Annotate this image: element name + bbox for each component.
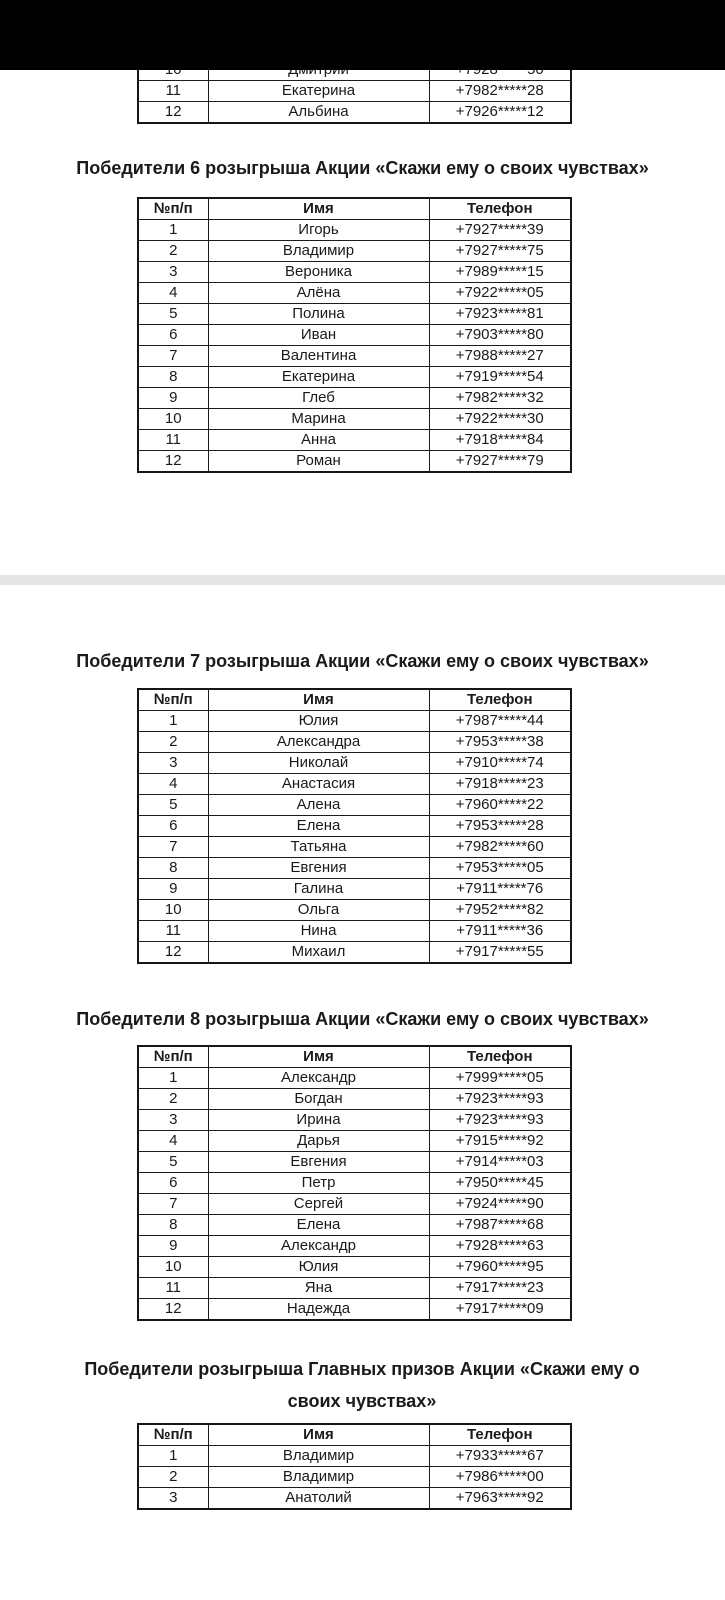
column-header: Имя xyxy=(208,198,429,220)
column-header: Телефон xyxy=(429,1424,571,1446)
phone-cell: +7914*****03 xyxy=(429,1152,571,1173)
drawing-8-winners-table xyxy=(137,1045,572,1321)
drawing-6-heading: Победители 6 розыгрыша Акции «Скажи ему о своих чувствах» xyxy=(76,158,649,178)
phone-cell: +7919*****54 xyxy=(429,367,571,388)
phone-cell: +7917*****09 xyxy=(429,1299,571,1321)
row-number-cell: 1 xyxy=(138,1446,208,1467)
name-cell: Игорь xyxy=(208,220,429,241)
name-cell: Владимир xyxy=(208,1467,429,1488)
table-row xyxy=(138,795,571,816)
phone-cell: +7927*****75 xyxy=(429,241,571,262)
name-cell: Юлия xyxy=(208,711,429,732)
column-header: №п/п xyxy=(138,1046,208,1068)
row-number-cell: 12 xyxy=(138,102,208,124)
column-header: №п/п xyxy=(138,689,208,711)
name-cell: Ирина xyxy=(208,1110,429,1131)
name-cell: Алёна xyxy=(208,283,429,304)
phone-cell: +7953*****28 xyxy=(429,816,571,837)
table-row xyxy=(138,262,571,283)
table-row xyxy=(138,102,571,124)
column-header: Телефон xyxy=(429,1046,571,1068)
name-cell: Александр xyxy=(208,1068,429,1089)
phone-cell: +7927*****39 xyxy=(429,220,571,241)
table-row xyxy=(138,1299,571,1321)
table-row xyxy=(138,1089,571,1110)
table-row xyxy=(138,816,571,837)
name-cell: Вероника xyxy=(208,262,429,283)
name-cell: Александр xyxy=(208,1236,429,1257)
table-row xyxy=(138,921,571,942)
table-row xyxy=(138,1152,571,1173)
table-row xyxy=(138,220,571,241)
phone-cell: +7918*****84 xyxy=(429,430,571,451)
table-row xyxy=(138,367,571,388)
drawing-6-winners-table xyxy=(137,197,572,473)
table-row xyxy=(138,1467,571,1488)
row-number-cell: 1 xyxy=(138,220,208,241)
table-row xyxy=(138,837,571,858)
column-header: Телефон xyxy=(429,198,571,220)
table-row xyxy=(138,1194,571,1215)
phone-cell: +7986*****00 xyxy=(429,1467,571,1488)
name-cell: Евгения xyxy=(208,1152,429,1173)
name-cell: Юлия xyxy=(208,1257,429,1278)
name-cell: Надежда xyxy=(208,1299,429,1321)
row-number-cell: 8 xyxy=(138,367,208,388)
name-cell: Николай xyxy=(208,753,429,774)
phone-cell: +7989*****15 xyxy=(429,262,571,283)
table-row xyxy=(138,430,571,451)
phone-cell: +7960*****95 xyxy=(429,1257,571,1278)
phone-cell: +7933*****67 xyxy=(429,1446,571,1467)
table-row xyxy=(138,942,571,964)
phone-cell: +7926*****12 xyxy=(429,102,571,124)
header-row xyxy=(138,1046,571,1068)
row-number-cell: 11 xyxy=(138,1278,208,1299)
row-number-cell: 9 xyxy=(138,1236,208,1257)
phone-cell: +7917*****55 xyxy=(429,942,571,964)
header-row xyxy=(138,1424,571,1446)
column-header: Имя xyxy=(208,689,429,711)
name-cell: Дарья xyxy=(208,1131,429,1152)
row-number-cell: 5 xyxy=(138,795,208,816)
name-cell: Галина xyxy=(208,879,429,900)
page-break-band xyxy=(0,575,725,585)
row-number-cell: 11 xyxy=(138,81,208,102)
name-cell: Богдан xyxy=(208,1089,429,1110)
phone-cell: +7918*****23 xyxy=(429,774,571,795)
drawing-7-heading: Победители 7 розыгрыша Акции «Скажи ему о своих чувствах» xyxy=(76,651,649,671)
phone-cell: +7928*****63 xyxy=(429,1236,571,1257)
row-number-cell: 12 xyxy=(138,451,208,473)
name-cell: Нина xyxy=(208,921,429,942)
name-cell: Татьяна xyxy=(208,837,429,858)
phone-cell: +7982*****32 xyxy=(429,388,571,409)
table-row xyxy=(138,858,571,879)
drawing-8-heading: Победители 8 розыгрыша Акции «Скажи ему о своих чувствах» xyxy=(76,1009,649,1029)
phone-cell: +7922*****30 xyxy=(429,409,571,430)
row-number-cell: 10 xyxy=(138,900,208,921)
table-row xyxy=(138,732,571,753)
name-cell: Елена xyxy=(208,1215,429,1236)
row-number-cell: 1 xyxy=(138,711,208,732)
drawing-7-winners-table xyxy=(137,688,572,964)
main-prizes-heading: Победители розыгрыша Главных призов Акции «Скажи ему о своих чувствах» xyxy=(84,1359,640,1411)
phone-cell: +7982*****28 xyxy=(429,81,571,102)
column-header: №п/п xyxy=(138,1424,208,1446)
phone-cell: +7924*****90 xyxy=(429,1194,571,1215)
name-cell: Владимир xyxy=(208,1446,429,1467)
name-cell: Иван xyxy=(208,325,429,346)
phone-cell: +7911*****36 xyxy=(429,921,571,942)
table-row xyxy=(138,711,571,732)
name-cell: Сергей xyxy=(208,1194,429,1215)
row-number-cell: 6 xyxy=(138,1173,208,1194)
header-row xyxy=(138,198,571,220)
name-cell: Альбина xyxy=(208,102,429,124)
row-number-cell: 8 xyxy=(138,1215,208,1236)
table-row xyxy=(138,1110,571,1131)
phone-cell: +7950*****45 xyxy=(429,1173,571,1194)
phone-cell: +7922*****05 xyxy=(429,283,571,304)
row-number-cell: 11 xyxy=(138,430,208,451)
name-cell: Алена xyxy=(208,795,429,816)
column-header: Имя xyxy=(208,1046,429,1068)
table-row xyxy=(138,1257,571,1278)
name-cell: Яна xyxy=(208,1278,429,1299)
name-cell: Марина xyxy=(208,409,429,430)
column-header: Имя xyxy=(208,1424,429,1446)
name-cell: Владимир xyxy=(208,241,429,262)
name-cell: Ольга xyxy=(208,900,429,921)
row-number-cell: 12 xyxy=(138,1299,208,1321)
row-number-cell: 9 xyxy=(138,388,208,409)
main-prizes-winners-table xyxy=(137,1423,572,1510)
table-row xyxy=(138,1131,571,1152)
name-cell: Анастасия xyxy=(208,774,429,795)
table-row xyxy=(138,1215,571,1236)
name-cell: Александра xyxy=(208,732,429,753)
phone-cell: +7952*****82 xyxy=(429,900,571,921)
header-row xyxy=(138,689,571,711)
table-row xyxy=(138,283,571,304)
table-row xyxy=(138,304,571,325)
name-cell: Анатолий xyxy=(208,1488,429,1510)
phone-cell: +7903*****80 xyxy=(429,325,571,346)
phone-cell: +7953*****38 xyxy=(429,732,571,753)
row-number-cell: 5 xyxy=(138,1152,208,1173)
row-number-cell: 2 xyxy=(138,1467,208,1488)
name-cell: Екатерина xyxy=(208,367,429,388)
table-row xyxy=(138,451,571,473)
row-number-cell: 8 xyxy=(138,858,208,879)
phone-cell: +7988*****27 xyxy=(429,346,571,367)
name-cell: Евгения xyxy=(208,858,429,879)
row-number-cell: 12 xyxy=(138,942,208,964)
row-number-cell: 4 xyxy=(138,774,208,795)
column-header: №п/п xyxy=(138,198,208,220)
table-row xyxy=(138,241,571,262)
phone-cell: +7960*****22 xyxy=(429,795,571,816)
table-row xyxy=(138,1446,571,1467)
table-row xyxy=(138,900,571,921)
table-row xyxy=(138,388,571,409)
phone-cell: +7915*****92 xyxy=(429,1131,571,1152)
name-cell: Петр xyxy=(208,1173,429,1194)
name-cell: Михаил xyxy=(208,942,429,964)
phone-cell: +7982*****60 xyxy=(429,837,571,858)
row-number-cell: 3 xyxy=(138,1110,208,1131)
row-number-cell: 7 xyxy=(138,1194,208,1215)
row-number-cell: 7 xyxy=(138,837,208,858)
row-number-cell: 3 xyxy=(138,1488,208,1510)
row-number-cell: 2 xyxy=(138,732,208,753)
row-number-cell: 3 xyxy=(138,753,208,774)
phone-cell: +7987*****44 xyxy=(429,711,571,732)
phone-cell: +7987*****68 xyxy=(429,1215,571,1236)
table-row xyxy=(138,1488,571,1510)
row-number-cell: 9 xyxy=(138,879,208,900)
row-number-cell: 5 xyxy=(138,304,208,325)
table-row xyxy=(138,879,571,900)
name-cell: Полина xyxy=(208,304,429,325)
table-row xyxy=(138,1068,571,1089)
row-number-cell: 10 xyxy=(138,409,208,430)
phone-cell: +7917*****23 xyxy=(429,1278,571,1299)
phone-cell: +7963*****92 xyxy=(429,1488,571,1510)
phone-cell: +7999*****05 xyxy=(429,1068,571,1089)
row-number-cell: 2 xyxy=(138,241,208,262)
phone-cell: +7927*****79 xyxy=(429,451,571,473)
row-number-cell: 4 xyxy=(138,1131,208,1152)
table-row xyxy=(138,1278,571,1299)
row-number-cell: 1 xyxy=(138,1068,208,1089)
row-number-cell: 3 xyxy=(138,262,208,283)
name-cell: Роман xyxy=(208,451,429,473)
phone-cell: +7953*****05 xyxy=(429,858,571,879)
table-row xyxy=(138,774,571,795)
phone-cell: +7923*****93 xyxy=(429,1089,571,1110)
row-number-cell: 2 xyxy=(138,1089,208,1110)
row-number-cell: 7 xyxy=(138,346,208,367)
table-row xyxy=(138,325,571,346)
name-cell: Анна xyxy=(208,430,429,451)
table-row xyxy=(138,1236,571,1257)
row-number-cell: 10 xyxy=(138,1257,208,1278)
name-cell: Елена xyxy=(208,816,429,837)
phone-cell: +7911*****76 xyxy=(429,879,571,900)
column-header: Телефон xyxy=(429,689,571,711)
table-row xyxy=(138,346,571,367)
phone-cell: +7910*****74 xyxy=(429,753,571,774)
name-cell: Екатерина xyxy=(208,81,429,102)
phone-cell: +7923*****93 xyxy=(429,1110,571,1131)
table-row xyxy=(138,1173,571,1194)
row-number-cell: 6 xyxy=(138,325,208,346)
table-row xyxy=(138,753,571,774)
name-cell: Валентина xyxy=(208,346,429,367)
row-number-cell: 11 xyxy=(138,921,208,942)
row-number-cell: 6 xyxy=(138,816,208,837)
table-row xyxy=(138,409,571,430)
top-black-bar xyxy=(0,0,725,70)
row-number-cell: 4 xyxy=(138,283,208,304)
table-row xyxy=(138,81,571,102)
name-cell: Глеб xyxy=(208,388,429,409)
phone-cell: +7923*****81 xyxy=(429,304,571,325)
